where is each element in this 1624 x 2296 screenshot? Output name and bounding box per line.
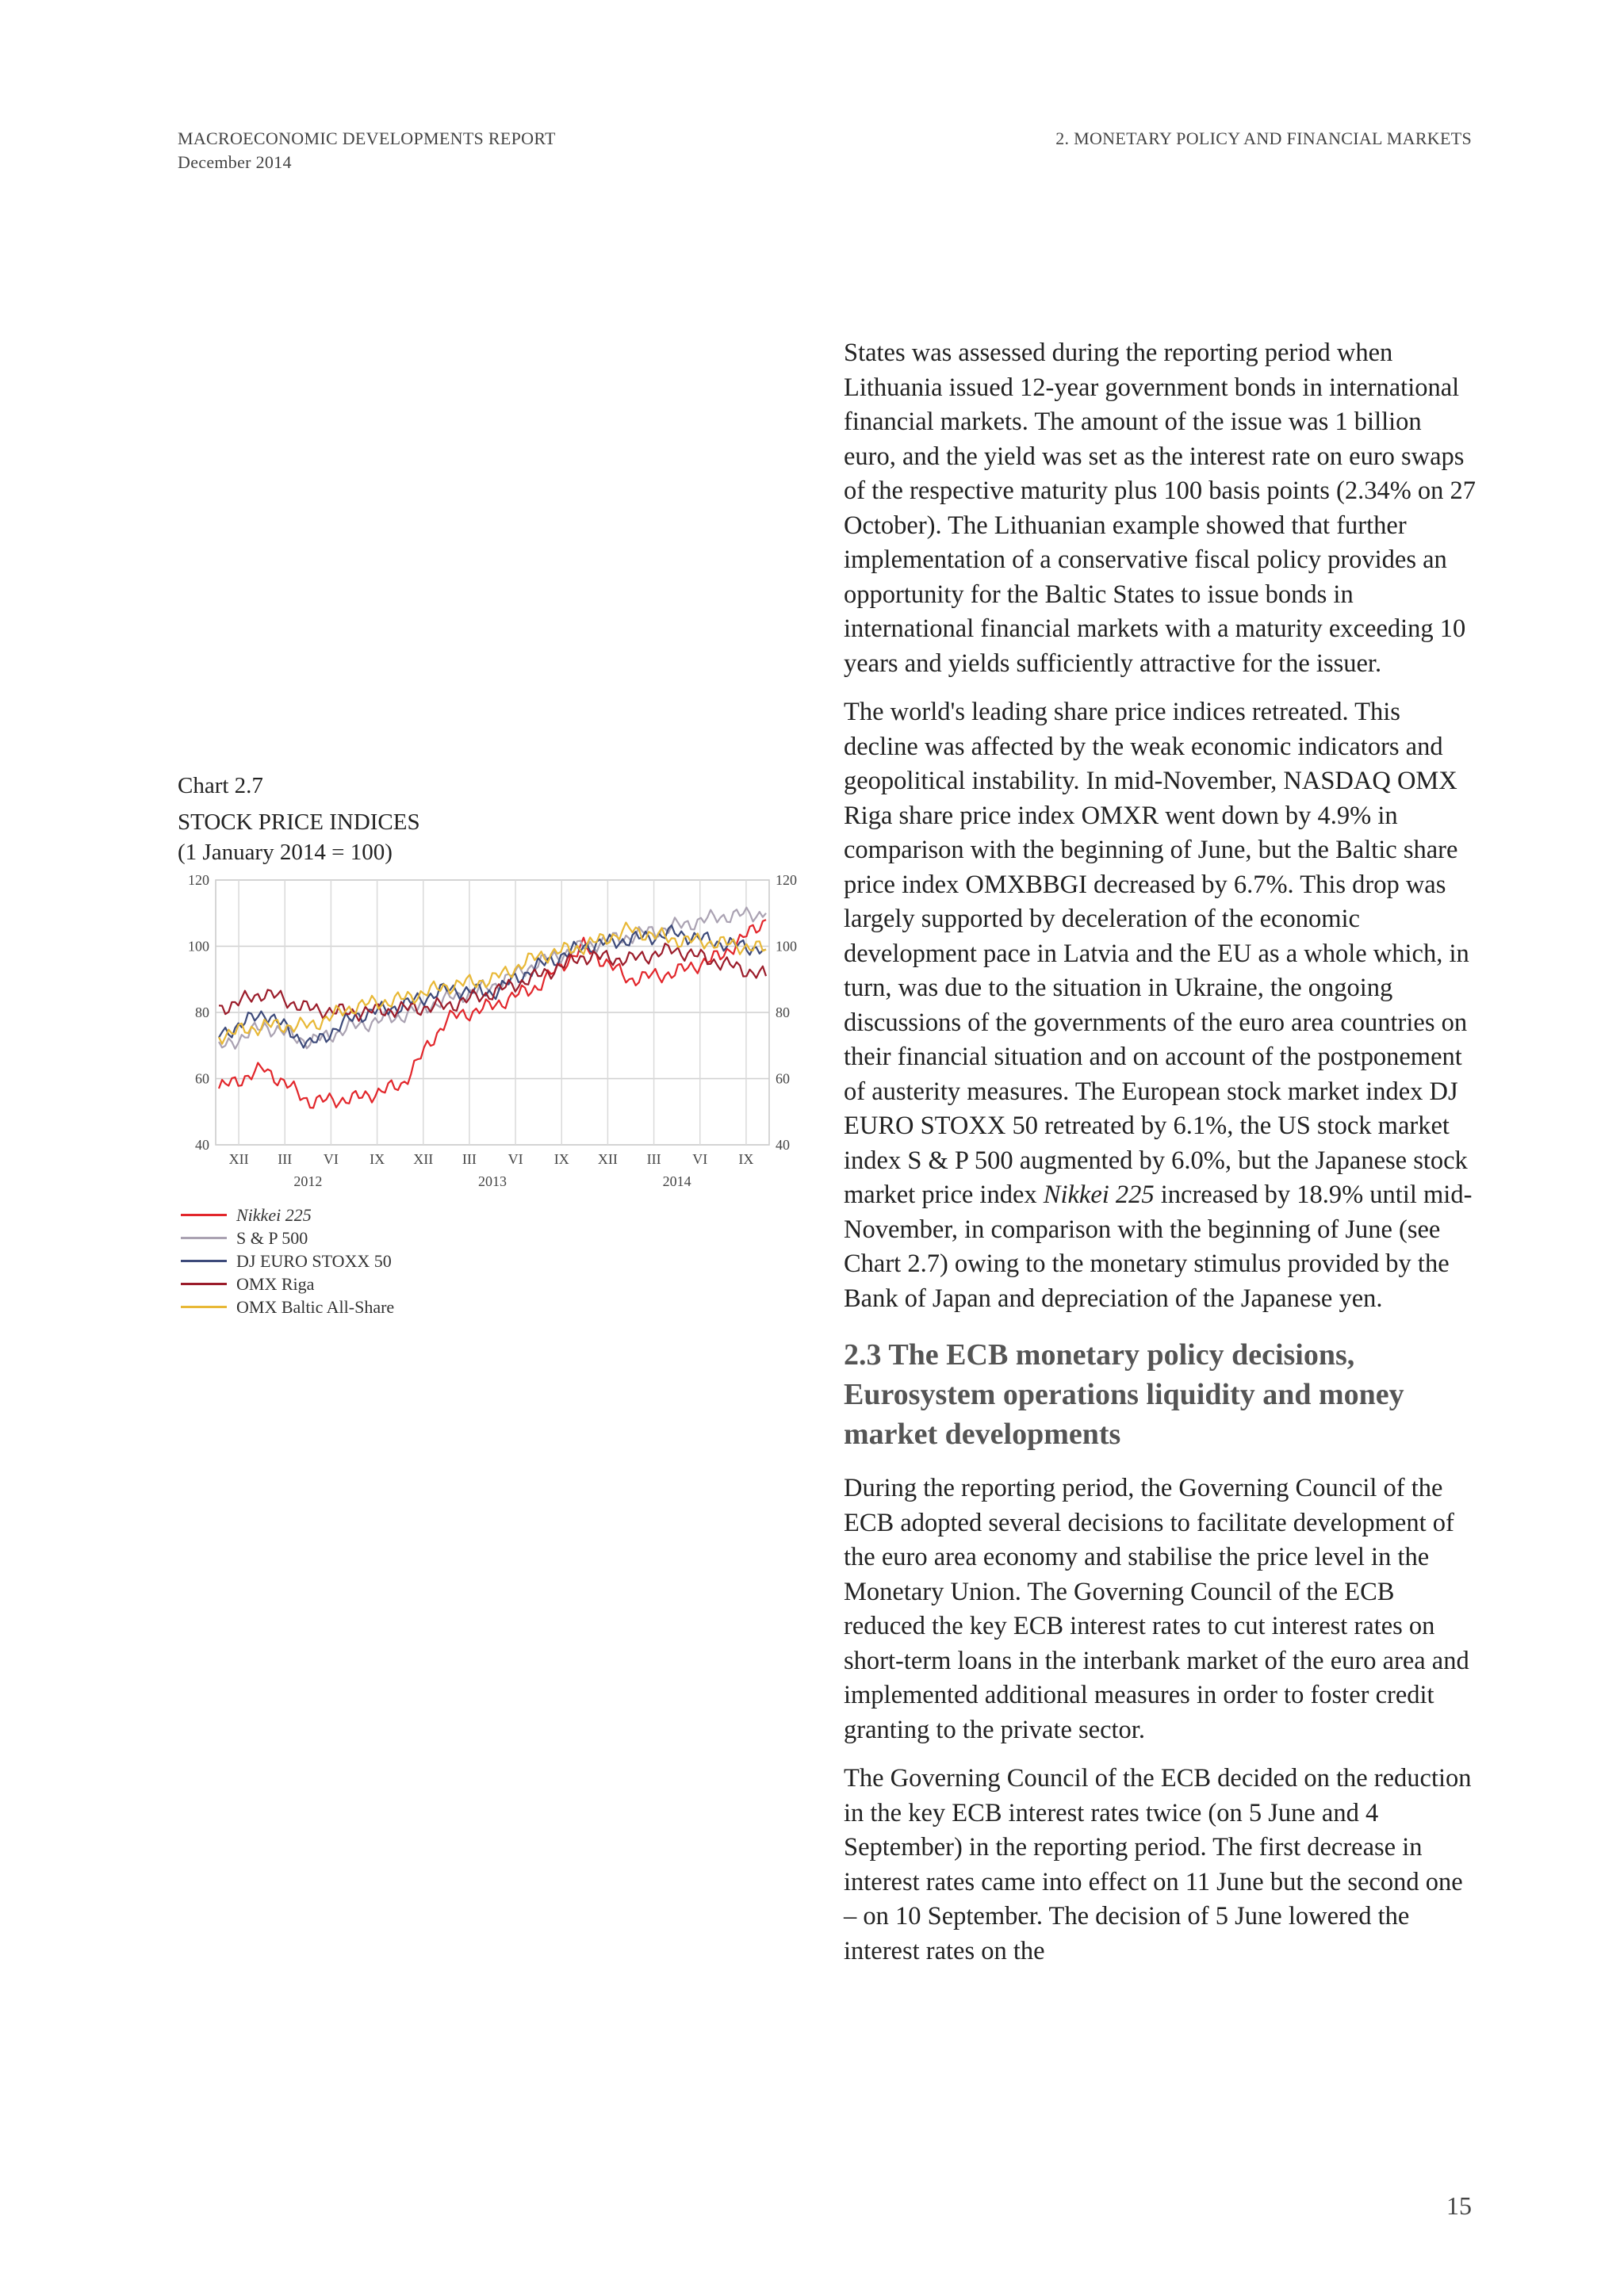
legend-item-omx-riga: OMX Riga: [181, 1272, 394, 1295]
y-tick-label-left: 120: [188, 872, 209, 888]
x-tick-label: IX: [370, 1151, 385, 1167]
section-heading: 2.3 The ECB monetary policy decisions, Eurosystem operations liquidity and money market developments: [844, 1338, 1404, 1451]
series-line-4: [219, 923, 766, 1044]
y-tick-label-left: 60: [195, 1070, 209, 1087]
section-header: 2. MONETARY POLICY AND FINANCIAL MARKETS: [1055, 128, 1472, 148]
paragraph-4: The Governing Council of the ECB decided on the reduction in the key ECB interest rates twice (on 5 June and 4 September) in the reporting period. The first decrease in interest rates came into effect on 11 June but the second one – on 10 September. The decision of 5 June lowered the interest rates on the: [844, 1764, 1472, 1965]
y-tick-label-right: 60: [776, 1070, 790, 1087]
legend-item-eurostoxx: DJ EURO STOXX 50: [181, 1249, 394, 1272]
paragraph-1: States was assessed during the reporting period when Lithuania issued 12-year government bonds in international financial markets. The amount of the issue was 1 billion euro, and the yield was set as the interest rate on euro swaps of the respective maturity plus 100 basis points (2.34% on 27 October). The Lithuanian example showed that further implementation of a conservative fiscal policy provides an opportunity for the Baltic States to issue bonds in international financial markets with a maturity exceeding 10 years and yields sufficiently attractive for the issuer.: [844, 339, 1477, 678]
report-date: December 2014: [178, 152, 292, 172]
y-tick-label-left: 100: [188, 938, 209, 955]
chart-title: STOCK PRICE INDICES: [178, 809, 420, 835]
x-tick-label: IX: [553, 1151, 569, 1167]
year-label: 2012: [293, 1173, 323, 1189]
report-title: MACROECONOMIC DEVELOPMENTS REPORT: [178, 128, 556, 148]
report-header: [178, 127, 556, 174]
y-tick-label-left: 40: [195, 1137, 209, 1153]
x-tick-label: XII: [228, 1151, 249, 1167]
year-label: 2013: [478, 1173, 507, 1189]
chart-subtitle: (1 January 2014 = 100): [178, 840, 393, 865]
x-tick-label: XII: [413, 1151, 434, 1167]
series-line-0: [219, 920, 766, 1108]
x-tick-label: III: [462, 1151, 477, 1167]
x-tick-label: III: [278, 1151, 293, 1167]
stock-price-chart: [174, 871, 817, 1196]
x-tick-label: III: [646, 1151, 661, 1167]
x-tick-label: VI: [692, 1151, 708, 1167]
x-tick-label: VI: [323, 1151, 339, 1167]
x-tick-label: IX: [738, 1151, 754, 1167]
chart-legend: [181, 1203, 394, 1318]
main-text-column: [844, 336, 1478, 1983]
x-tick-label: VI: [508, 1151, 523, 1167]
chart-number: Chart 2.7: [178, 773, 263, 798]
paragraph-3: During the reporting period, the Governing Council of the ECB adopted several decisions to facilitate development of the euro area economy and stabilise the price level in the Monetary Union. The Governing Council of the ECB reduced the key ECB interest rates to cut interest rates on short-term loans in the interbank market of the euro area and implemented additional measures in order to foster credit granting to the private sector.: [844, 1474, 1469, 1744]
legend-item-nikkei: Nikkei 225: [181, 1203, 394, 1226]
y-tick-label-right: 100: [776, 938, 797, 955]
y-tick-label-right: 40: [776, 1137, 790, 1153]
x-tick-label: XII: [597, 1151, 618, 1167]
series-line-1: [219, 908, 766, 1049]
paragraph-2: The world's leading share price indices retreated. This decline was affected by the weak economic indicators and geopolitical instability. In mid-November, NASDAQ OMX Riga share price index OMXR went down by 4.9% in comparison with the beginning of June, but the Baltic share price index OMXBBGI decreased by 6.7%. This drop was largely supported by deceleration of the economic development pace in Latvia and the EU as a whole which, in turn, was due to the situation in Ukraine, the ongoing discussions of the governments of the euro area countries on their financial situation and on account of the postponement of austerity measures. The European stock market index DJ EURO STOXX 50 retreated by 6.1%, the US stock market index S & P 500 augmented by 6.0%, but the Japanese stock market price index Nikkei 225 increased by 18.9% until mid-November, in comparison with the beginning of June (see Chart 2.7) owing to the monetary stimulus provided by the Bank of Japan and depreciation of the Japanese yen.: [844, 698, 1473, 1313]
page-number: 15: [1446, 2191, 1472, 2220]
y-tick-label-right: 80: [776, 1004, 790, 1020]
year-label: 2014: [662, 1173, 691, 1189]
y-tick-label-right: 120: [776, 872, 797, 888]
legend-item-sp500: S & P 500: [181, 1226, 394, 1249]
y-tick-label-left: 80: [195, 1004, 209, 1020]
legend-item-omx-baltic: OMX Baltic All-Share: [181, 1295, 394, 1318]
